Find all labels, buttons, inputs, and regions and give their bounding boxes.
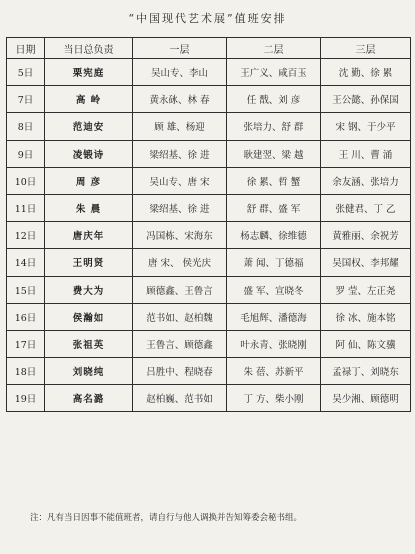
cell-leader: 栗宪庭 xyxy=(45,59,133,86)
cell-floor2: 萧 闻、丁德福 xyxy=(227,249,321,276)
header-leader: 当日总负责 xyxy=(45,38,133,59)
cell-date: 11日 xyxy=(7,194,45,221)
cell-leader: 高 岭 xyxy=(45,86,133,113)
cell-floor3: 孟禄丁、刘晓东 xyxy=(321,358,411,385)
document-title: “中国现代艺术展”值班安排 xyxy=(128,12,287,25)
table-row xyxy=(7,59,411,86)
cell-floor1: 冯国栋、宋海东 xyxy=(133,222,227,249)
cell-date: 8日 xyxy=(7,113,45,140)
cell-date: 12日 xyxy=(7,222,45,249)
cell-date: 19日 xyxy=(7,385,45,412)
header-date: 日期 xyxy=(7,38,45,59)
cell-floor3: 吴国权、李邦耀 xyxy=(321,249,411,276)
cell-leader: 王明贤 xyxy=(45,249,133,276)
cell-floor1: 顾德鑫、王鲁言 xyxy=(133,276,227,303)
cell-leader: 凌锻诗 xyxy=(45,140,133,167)
cell-leader: 周 彦 xyxy=(45,167,133,194)
table-row xyxy=(7,303,411,330)
cell-leader: 范迪安 xyxy=(45,113,133,140)
cell-date: 16日 xyxy=(7,303,45,330)
cell-floor2: 丁 方、柴小刚 xyxy=(227,385,321,412)
cell-floor2: 毛旭辉、潘德海 xyxy=(227,303,321,330)
cell-floor1: 吴山专、李山 xyxy=(133,59,227,86)
table-row xyxy=(7,194,411,221)
cell-floor3: 王公懿、孙保国 xyxy=(321,86,411,113)
cell-date: 18日 xyxy=(7,358,45,385)
cell-date: 5日 xyxy=(7,59,45,86)
table-row xyxy=(7,140,411,167)
cell-floor2: 徐 累、哲 蟹 xyxy=(227,167,321,194)
cell-floor3: 宋 钢、于少平 xyxy=(321,113,411,140)
cell-floor1: 顾 雄、杨迎 xyxy=(133,113,227,140)
table-row xyxy=(7,330,411,357)
cell-leader: 高名潞 xyxy=(45,385,133,412)
table-row xyxy=(7,222,411,249)
table-row xyxy=(7,113,411,140)
cell-date: 10日 xyxy=(7,167,45,194)
table-row xyxy=(7,385,411,412)
cell-floor2: 张培力、舒 群 xyxy=(227,113,321,140)
table-row xyxy=(7,358,411,385)
cell-floor1: 范书如、赵柏魏 xyxy=(133,303,227,330)
cell-leader: 刘晓纯 xyxy=(45,358,133,385)
cell-floor2: 盛 军、宣晓冬 xyxy=(227,276,321,303)
cell-leader: 唐庆年 xyxy=(45,222,133,249)
cell-floor1: 王鲁言、顾德鑫 xyxy=(133,330,227,357)
cell-floor2: 朱 蓓、苏新平 xyxy=(227,358,321,385)
cell-floor2: 叶永青、张晓刚 xyxy=(227,330,321,357)
duty-schedule-table xyxy=(6,37,411,412)
table-header-row xyxy=(7,38,411,59)
cell-floor2: 舒 群、盛 军 xyxy=(227,194,321,221)
cell-floor2: 杨志麟、徐维德 xyxy=(227,222,321,249)
cell-floor1: 黄永砯、林 春 xyxy=(133,86,227,113)
cell-floor3: 沈 勤、徐 累 xyxy=(321,59,411,86)
cell-floor1: 吕胜中、程晓春 xyxy=(133,358,227,385)
cell-floor1: 梁绍基、徐 进 xyxy=(133,194,227,221)
cell-floor3: 王 川、曹 涌 xyxy=(321,140,411,167)
cell-floor1: 赵柏巍、范书如 xyxy=(133,385,227,412)
cell-date: 17日 xyxy=(7,330,45,357)
cell-leader: 侯瀚如 xyxy=(45,303,133,330)
cell-floor3: 张健君、丁 乙 xyxy=(321,194,411,221)
cell-floor3: 徐 冰、施本铭 xyxy=(321,303,411,330)
cell-date: 7日 xyxy=(7,86,45,113)
cell-floor3: 黄雅丽、余祝芳 xyxy=(321,222,411,249)
cell-date: 9日 xyxy=(7,140,45,167)
table-row xyxy=(7,167,411,194)
cell-floor3: 吴少湘、顾德明 xyxy=(321,385,411,412)
cell-floor3: 罗 莹、左正尧 xyxy=(321,276,411,303)
cell-date: 14日 xyxy=(7,249,45,276)
cell-floor2: 王广义、咸百玉 xyxy=(227,59,321,86)
cell-leader: 费大为 xyxy=(45,276,133,303)
header-floor1: 一层 xyxy=(133,38,227,59)
cell-date: 15日 xyxy=(7,276,45,303)
cell-leader: 张祖英 xyxy=(45,330,133,357)
header-floor3: 三层 xyxy=(321,38,411,59)
table-row xyxy=(7,86,411,113)
header-floor2: 二层 xyxy=(227,38,321,59)
table-row xyxy=(7,276,411,303)
cell-floor1: 唐 宋、 侯光庆 xyxy=(133,249,227,276)
cell-floor2: 任 戬、刘 彦 xyxy=(227,86,321,113)
table-row xyxy=(7,249,411,276)
cell-floor1: 梁绍基、徐 进 xyxy=(133,140,227,167)
cell-leader: 朱 晨 xyxy=(45,194,133,221)
cell-floor3: 余友涵、张培力 xyxy=(321,167,411,194)
cell-floor1: 吴山专、唐 宋 xyxy=(133,167,227,194)
cell-floor3: 阿 仙、陈文骥 xyxy=(321,330,411,357)
footnote: 注：凡有当日因事不能值班者，请自行与他人调换并告知筹委会秘书组。 xyxy=(30,513,303,523)
cell-floor2: 耿建翌、梁 越 xyxy=(227,140,321,167)
